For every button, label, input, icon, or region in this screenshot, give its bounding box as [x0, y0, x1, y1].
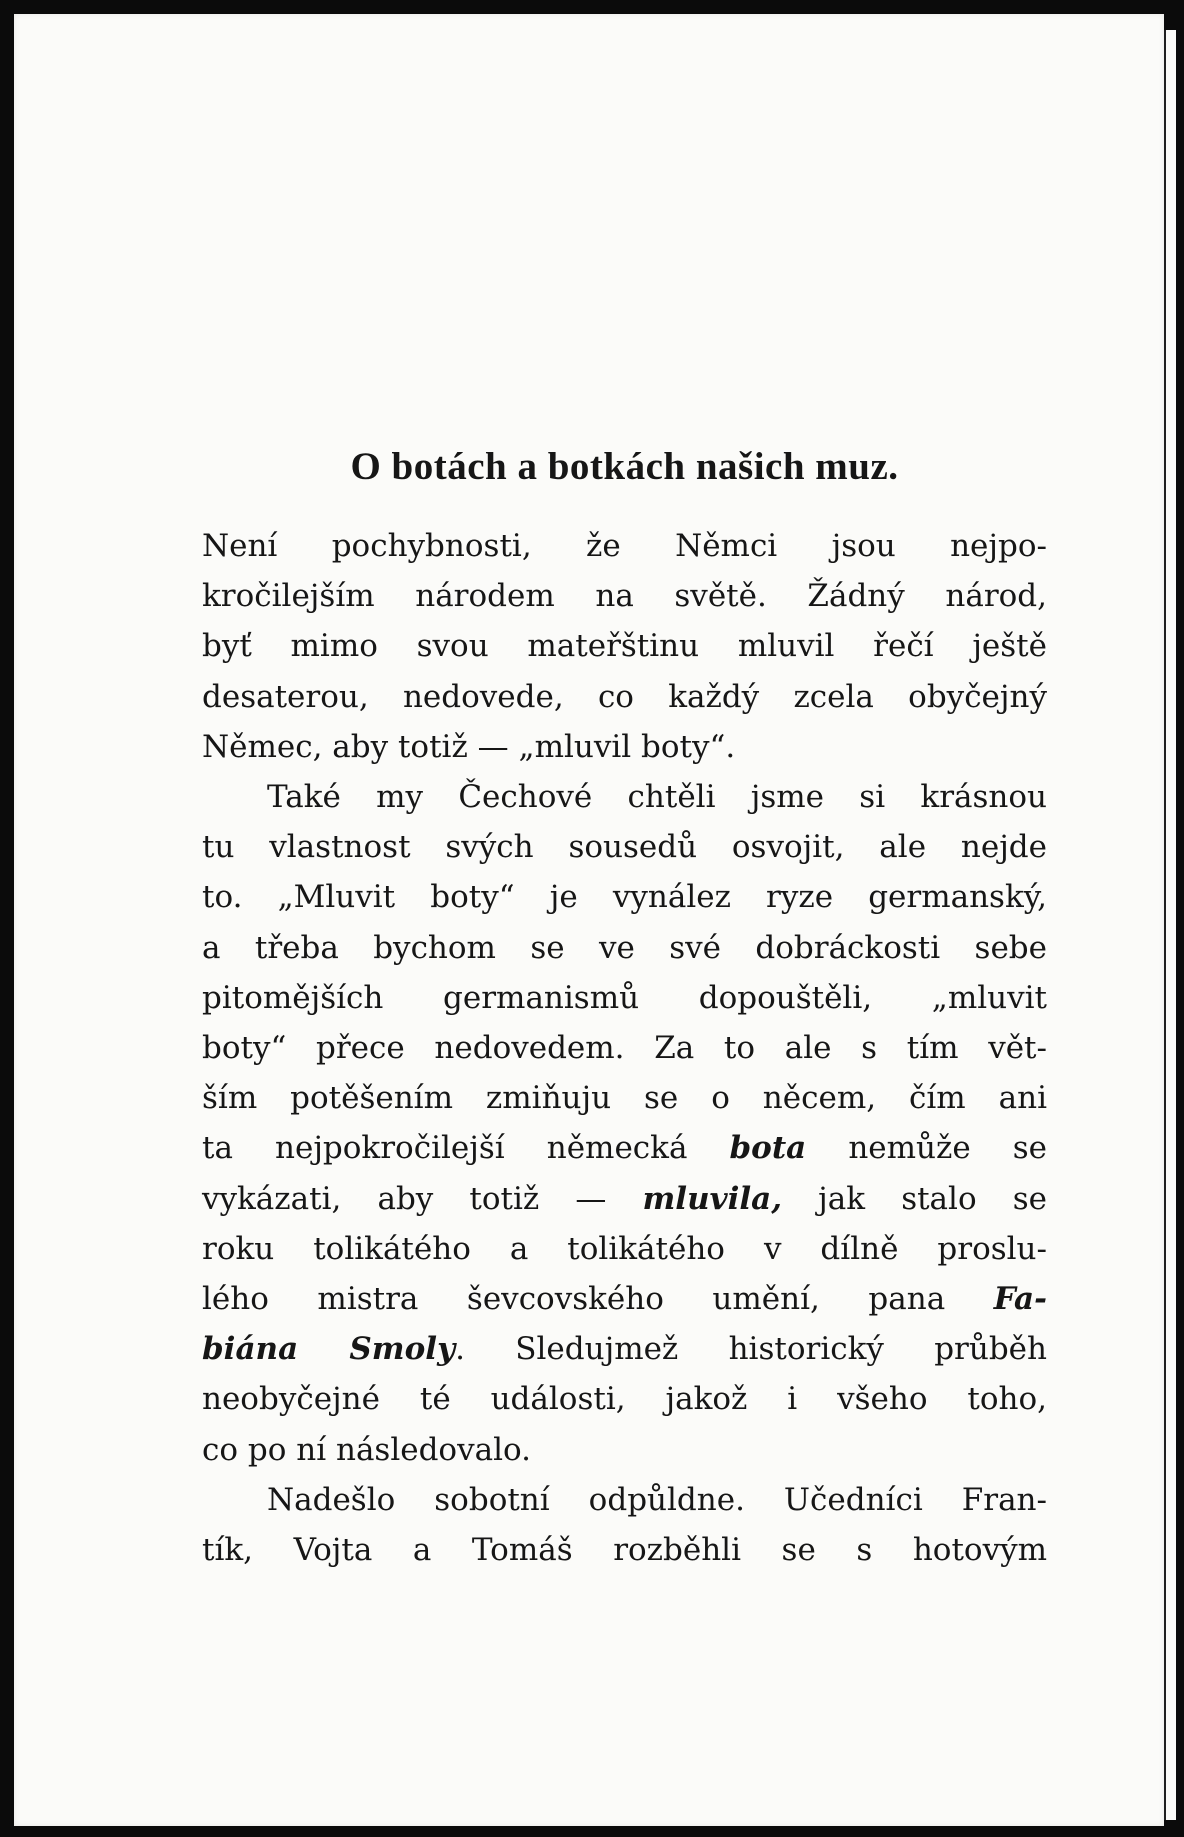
text-segment: . Sledujmež historický průběh — [455, 1331, 1047, 1368]
text-line: ším potěšením zmiňuju se o něcem, čím ani — [202, 1080, 1047, 1117]
text-line: neobyčejné té události, jakož i všeho toho, — [202, 1381, 1047, 1418]
text-segment: ta nejpokročilejší německá — [202, 1130, 730, 1167]
text-segment: nemůže se — [806, 1130, 1048, 1167]
chapter-title: O botách a botkách našich muz. — [350, 445, 899, 488]
text-line: tu vlastnost svých sousedů osvojit, ale nejde — [202, 829, 1047, 866]
italic-word: bota — [729, 1130, 807, 1167]
italic-word: biána Smoly — [202, 1331, 456, 1368]
text-line: roku tolikátého a tolikátého v dílně proslu- — [202, 1230, 1047, 1267]
paragraph-2 — [202, 772, 1047, 1475]
text-line: desaterou, nedovede, co každý zcela obyčejný — [202, 678, 1047, 715]
text-line: Němec, aby totiž — „mluvil boty“. — [202, 728, 736, 765]
page-edge — [1164, 30, 1176, 1820]
text-block — [202, 439, 1047, 1575]
text-line-with-italic — [202, 1324, 1047, 1374]
text-line: boty“ přece nedovedem. Za to ale s tím vět- — [202, 1030, 1047, 1067]
text-line: pitomějších germanismů dopouštěli, „mluvit — [202, 979, 1047, 1016]
book-page — [14, 14, 1164, 1826]
text-line: a třeba bychom se ve své dobráckosti sebe — [202, 929, 1047, 966]
text-line: co po ní následovalo. — [202, 1431, 531, 1468]
text-line: byť mimo svou mateřštinu mluvil řečí ještě — [202, 628, 1047, 665]
text-line: Také my Čechové chtěli jsme si krásnou — [267, 779, 1047, 816]
text-line: tík, Vojta a Tomáš rozběhli se s hotovým — [202, 1532, 1047, 1569]
paragraph-3 — [202, 1475, 1047, 1575]
text-line: to. „Mluvit boty“ je vynález ryze germanský, — [202, 879, 1047, 916]
italic-word: Fa- — [993, 1281, 1047, 1318]
text-segment: vykázati, aby totiž — — [202, 1180, 643, 1217]
text-line: Nadešlo sobotní odpůldne. Učedníci Fran- — [267, 1481, 1047, 1518]
text-line-with-italic — [202, 1123, 1047, 1173]
text-line: kročilejším národem na světě. Žádný národ, — [202, 578, 1047, 615]
italic-word: mluvila, — [642, 1180, 783, 1217]
text-segment: lého mistra ševcovského umění, pana — [202, 1281, 994, 1318]
text-line-with-italic — [202, 1274, 1047, 1324]
text-segment: jak stalo se — [782, 1180, 1047, 1217]
text-line: Není pochybnosti, že Němci jsou nejpo- — [202, 528, 1047, 564]
paragraph-1 — [202, 521, 1047, 772]
text-line-with-italic — [202, 1174, 1047, 1224]
